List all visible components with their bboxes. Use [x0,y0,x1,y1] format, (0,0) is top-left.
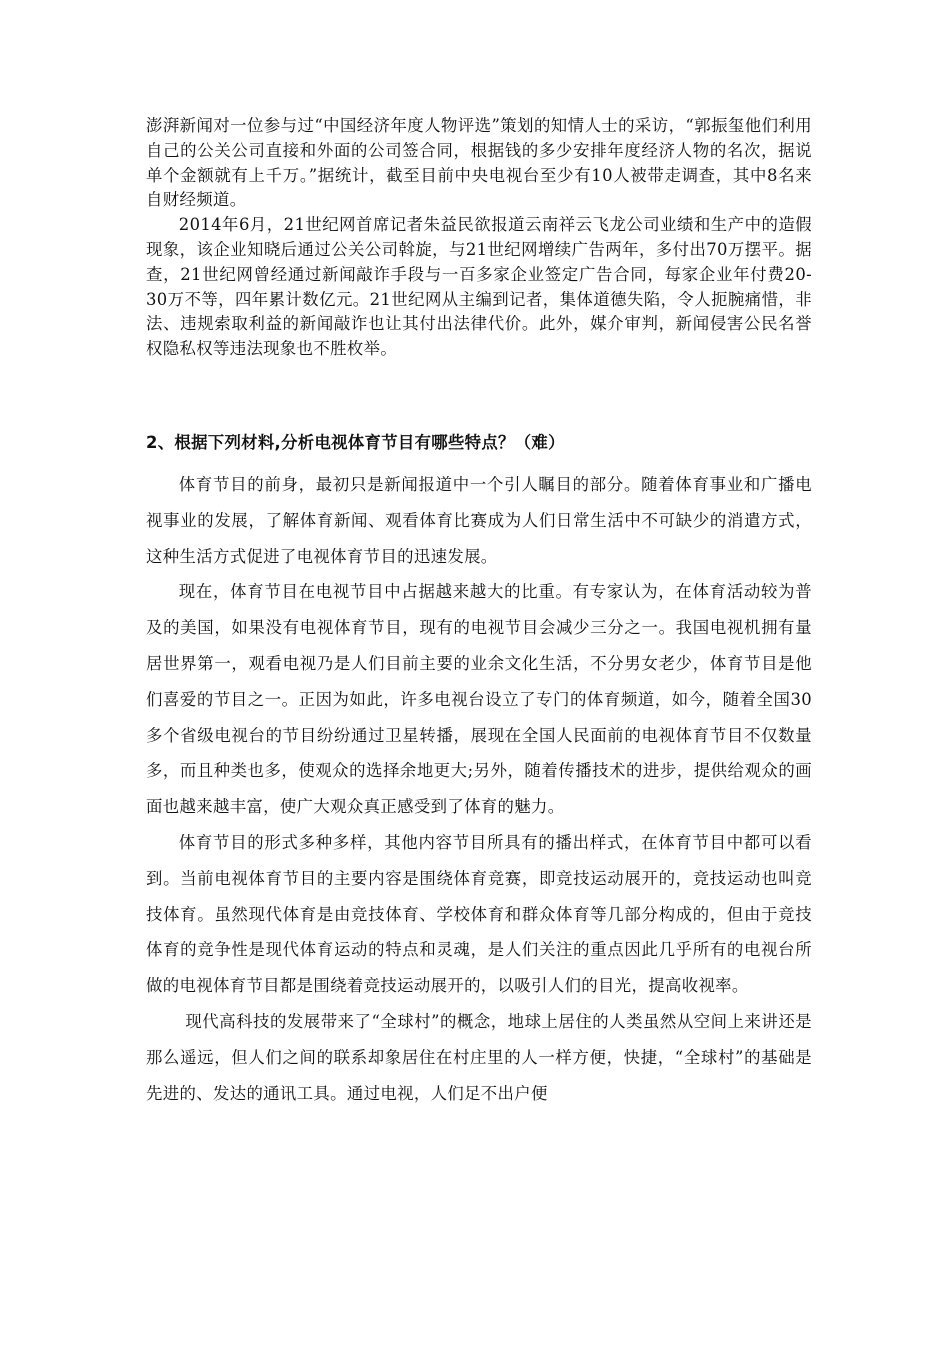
intro-text [146,114,812,362]
material-paragraph: 现在，体育节目在电视节目中占据越来越大的比重。有专家认为，在体育活动较为普及的美国，如果没有电视体育节目，现有的电视节目会减少三分之一。我国电视机拥有量居世界第一，观看电视乃是人们目前主要的业余文化生活，不分男女老少，体育节目是他们喜爱的节目之一。正因为如此，许多电视台设立了专门的体育频道，如今，随着全国30多个省级电视台的节目纷纷通过卫星转播，展现在全国人民面前的电视体育节目不仅数量多，而且种类也多，使观众的选择余地更大;另外，随着传播技术的进步，提供给观众的画面也越来越丰富，使广大观众真正感受到了体育的魅力。 [146,582,812,817]
material-paragraph: 体育节目的前身，最初只是新闻报道中一个引人瞩目的部分。随着体育事业和广播电视事业的发展，了解体育新闻、观看体育比赛成为人们日常生活中不可缺少的消遣方式，这种生活方式促进了电视体育节目的迅速发展。 [146,475,812,566]
material-paragraph: 体育节目的形式多种多样，其他内容节目所具有的播出样式，在体育节目中都可以看到。当前电视体育节目的主要内容是围绕体育竞赛，即竞技运动展开的，竞技运动也叫竞技体育。虽然现代体育是由竞技体育、学校体育和群众体育等几部分构成的，但由于竞技体育的竞争性是现代体育运动的特点和灵魂，是人们关注的重点因此几乎所有的电视台所做的电视体育节目都是围绕着竞技运动展开的，以吸引人们的目光，提高收视率。 [146,832,812,996]
intro-paragraph: 2014年6月，21世纪网首席记者朱益民欲报道云南祥云飞龙公司业绩和生产中的造假现象，该企业知晓后通过公关公司斡旋，与21世纪网增续广告两年，多付出70万摆平。据查，21世纪网曾经通过新闻敲诈手段与一百多家企业签定广告合同，每家企业年付费20-30万不等，四年累计数亿元。21世纪网从主编到记者，集体道德失陷，令人扼腕痛惜，非法、违规索取利益的新闻敲诈也让其付出法律代价。此外，媒介审判，新闻侵害公民名誉权隐私权等违法现象也不胜枚举。 [146,215,812,359]
question-heading: 2、根据下列材料,分析电视体育节目有哪些特点？（难） [146,433,565,452]
material-text [146,467,812,1111]
intro-paragraph: 澎湃新闻对一位参与过“中国经济年度人物评选”策划的知情人士的采访，“郭振玺他们利用自己的公关公司直接和外面的公司签合同，根据钱的多少安排年度经济人物的名次，据说单个金额就有上千万。”据统计，截至目前中央电视台至少有10人被带走调查，其中8名来自财经频道。 [146,116,812,210]
material-paragraph: 现代高科技的发展带来了“全球村”的概念，地球上居住的人类虽然从空间上来讲还是那么遥远，但人们之间的联系却象居住在村庄里的人一样方便，快捷，“全球村”的基础是先进的、发达的通讯工具。通过电视，人们足不出户便 [146,1011,812,1103]
